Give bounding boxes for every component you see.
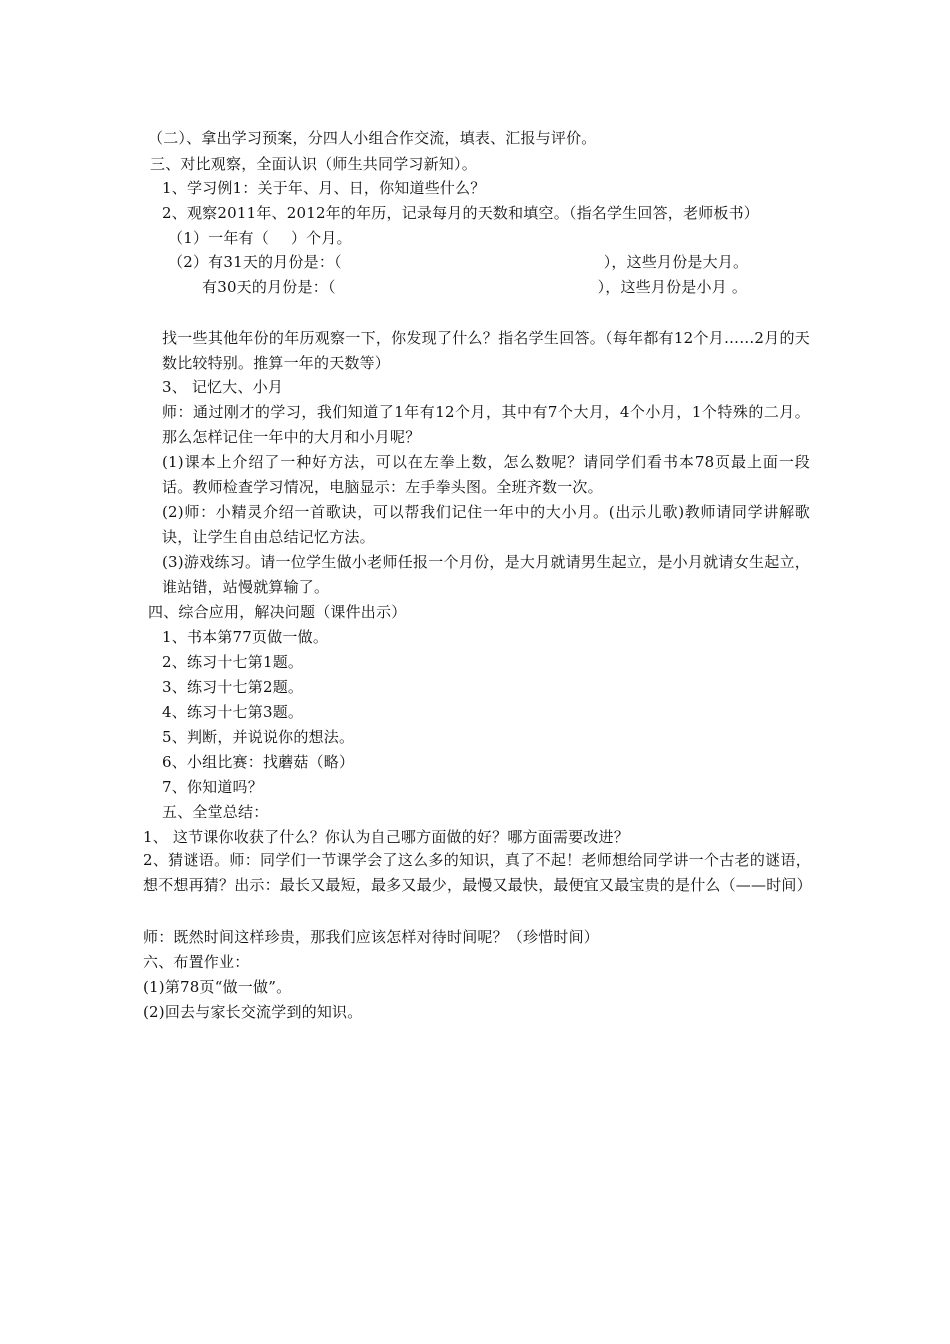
section-5-heading: 五、全堂总结： <box>162 803 269 821</box>
fill-blank-1-start: （1）一年有（ <box>168 229 269 247</box>
step-2: 2、观察2011年、2012年的年历，记录每月的天数和填空。（指名学生回答，老师板书） <box>162 204 759 222</box>
fill-blank-3 <box>202 277 747 297</box>
section-6-heading: 六、布置作业： <box>143 953 250 971</box>
fill-blank-2-end: ），这些月份是大月。 <box>603 253 749 271</box>
method-2-paragraph: (2)师：小精灵介绍一首歌诀，可以帮我们记住一年中的大小月。(出示儿歌)教师请同学讲解歌诀，让学生自由总结记忆方法。 <box>162 503 810 546</box>
summary-1: 1、 这节课你收获了什么？你认为自己哪方面做的好？哪方面需要改进？ <box>143 828 629 846</box>
practice-7: 7、你知道吗？ <box>162 778 263 796</box>
fill-blank-2 <box>168 252 748 272</box>
fill-blank-1 <box>168 228 352 248</box>
step-1: 1、学习例1：关于年、月、日，你知道些什么？ <box>162 179 486 197</box>
practice-2: 2、练习十七第1题。 <box>162 653 304 671</box>
practice-3: 3、练习十七第2题。 <box>162 678 304 696</box>
practice-5: 5、判断，并说说你的想法。 <box>162 728 355 746</box>
method-3-paragraph: (3)游戏练习。请一位学生做小老师任报一个月份，是大月就请男生起立，是小月就请女生起立，谁站错，站慢就算输了。 <box>162 553 810 596</box>
observation-paragraph: 找一些其他年份的年历观察一下，你发现了什么？指名学生回答。（每年都有12个月……2月的天数比较特别。推算一年的天数等） <box>162 329 810 372</box>
section-4-heading: 四、综合应用，解决问题（课件出示） <box>148 603 407 621</box>
fill-blank-2-start: （2）有31天的月份是：（ <box>168 253 342 271</box>
practice-6: 6、小组比赛：找蘑菇（略） <box>162 753 355 771</box>
section-3-heading: 三、对比观察，全面认识（师生共同学习新知）。 <box>150 155 477 173</box>
method-1-paragraph: (1)课本上介绍了一种好方法，可以在左拳上数，怎么数呢？请同学们看书本78页最上面一段话。教师检查学习情况，电脑显示：左手拳头图。全班齐数一次。 <box>162 453 810 496</box>
section-2-item: （二）、拿出学习预案，分四人小组合作交流，填表、汇报与评价。 <box>148 129 597 147</box>
closing-remark: 师：既然时间这样珍贵，那我们应该怎样对待时间呢？（珍惜时间） <box>143 928 600 946</box>
homework-2: (2)回去与家长交流学到的知识。 <box>143 1003 363 1021</box>
step-3: 3、 记忆大、小月 <box>162 378 284 396</box>
practice-1: 1、书本第77页做一做。 <box>162 628 329 646</box>
practice-4: 4、练习十七第3题。 <box>162 703 304 721</box>
teacher-paragraph: 师：通过刚才的学习，我们知道了1年有12个月，其中有7个大月，4个小月，1个特殊的二月。那么怎样记住一年中的大月和小月呢？ <box>162 403 810 446</box>
homework-1: (1)第78页“做一做”。 <box>143 978 292 996</box>
fill-blank-3-start: 有30天的月份是：（ <box>202 278 336 296</box>
riddle-paragraph: 2、猜谜语。师：同学们一节课学会了这么多的知识，真了不起！老师想给同学讲一个古老的谜语，想不想再猜？出示：最长又最短，最多又最少，最慢又最快，最便宜又最宝贵的是什么（——时间） <box>143 851 812 894</box>
fill-blank-1-end: ）个月。 <box>290 229 352 247</box>
fill-blank-3-end: ），这些月份是小月 。 <box>597 278 748 296</box>
